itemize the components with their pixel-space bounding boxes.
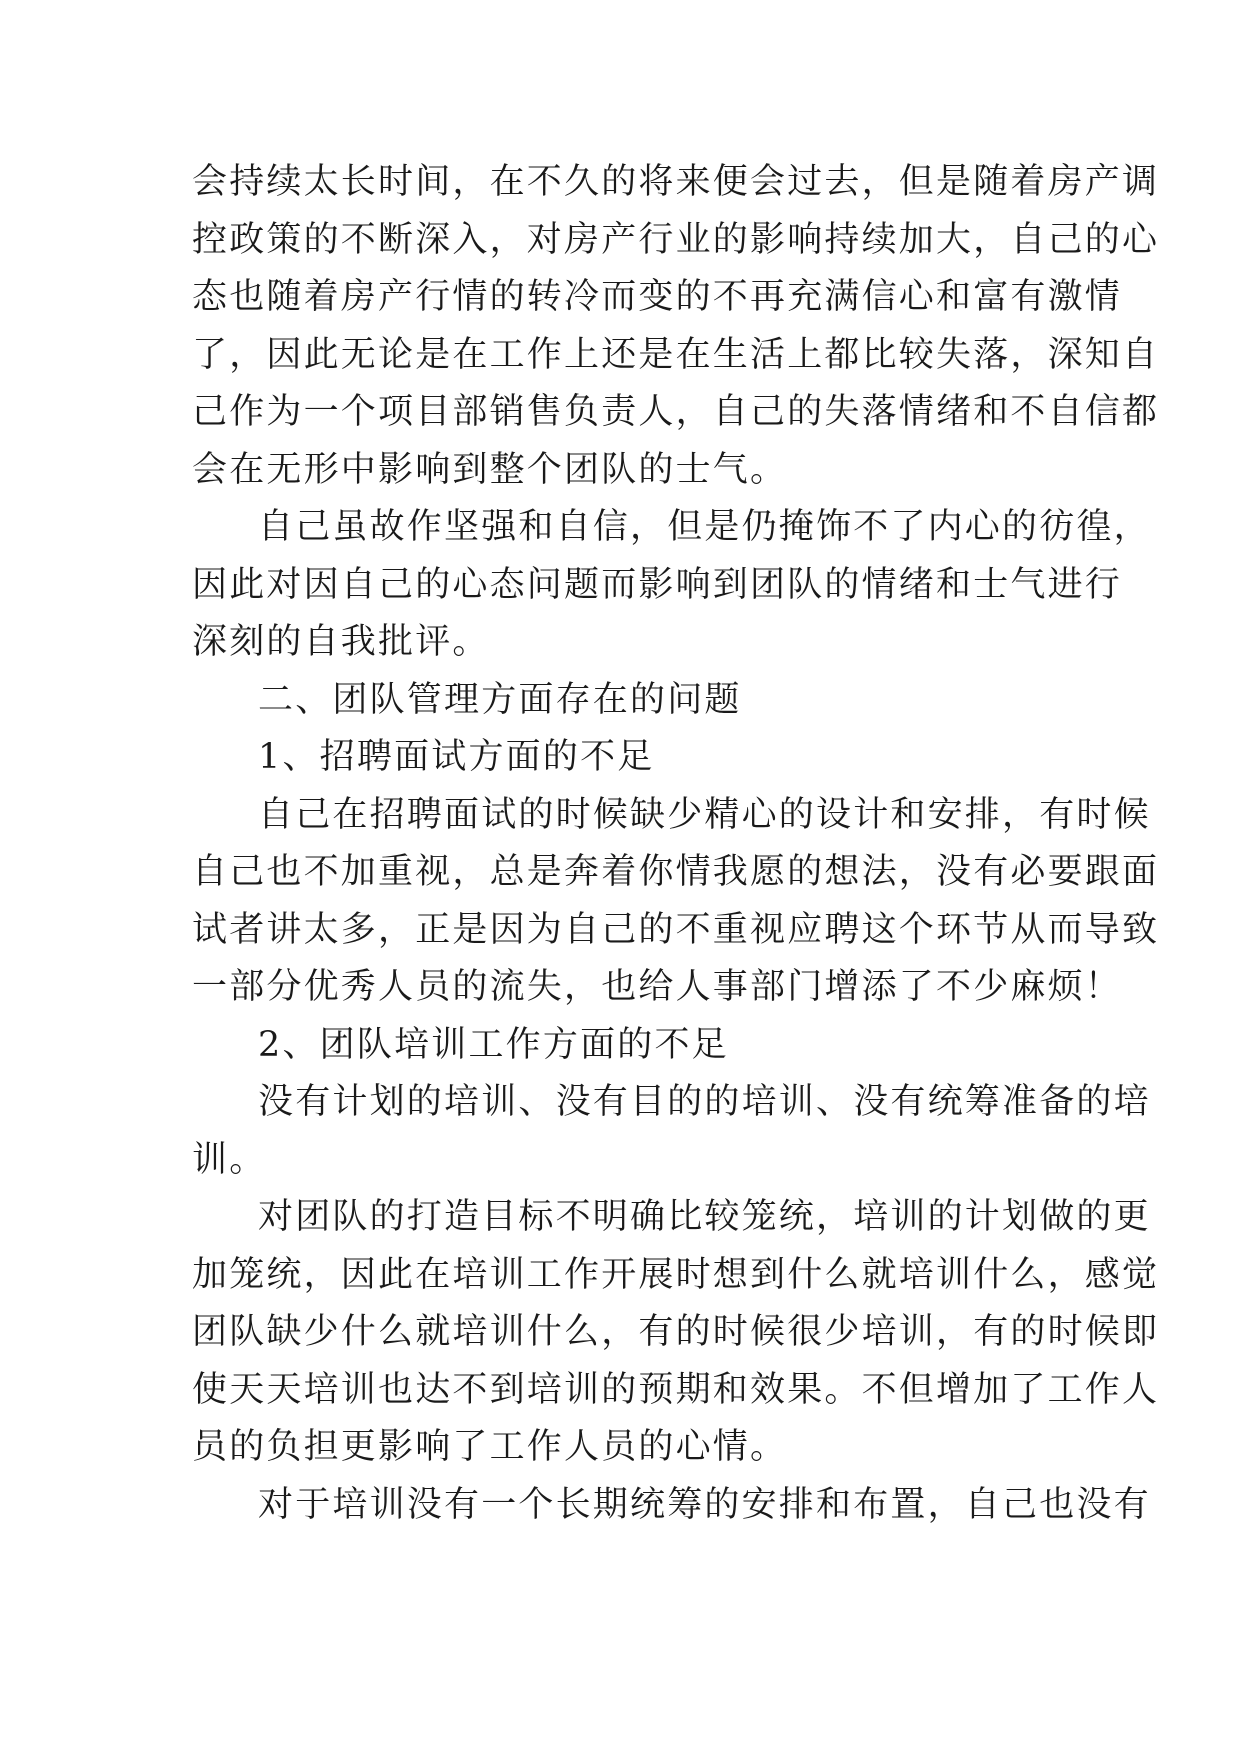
text-line: 员的负担更影响了工作人员的心情。 — [192, 1427, 788, 1467]
text-line: 自己在招聘面试的时候缺少精心的设计和安排，有时候 — [258, 794, 1151, 835]
text-line: 使天天培训也达不到培训的预期和效果。不但增加了工作人 — [192, 1369, 1160, 1410]
text-line: 了，因此无论是在工作上还是在生活上都比较失落，深知自 — [192, 334, 1160, 375]
text-line: 没有计划的培训、没有目的的培训、没有统筹准备的培 — [258, 1082, 1151, 1122]
text-line: 团队缺少什么就培训什么，有的时候很少培训，有的时候即 — [192, 1312, 1160, 1352]
text-line: 一部分优秀人员的流失，也给人事部门增添了不少麻烦！ — [192, 967, 1123, 1007]
text-line: 自己也不加重视，总是奔着你情我愿的想法，没有必要跟面 — [192, 852, 1160, 892]
section-heading: 二、团队管理方面存在的问题 — [258, 679, 742, 720]
text-line: 会在无形中影响到整个团队的士气。 — [192, 449, 788, 490]
subsection-heading: 1、招聘面试方面的不足 — [258, 737, 655, 777]
text-line: 会持续太长时间，在不久的将来便会过去，但是随着房产调 — [192, 162, 1160, 202]
text-line: 控政策的不断深入，对房产行业的影响持续加大，自己的心 — [192, 219, 1160, 260]
text-line: 己作为一个项目部销售负责人，自己的失落情绪和不自信都 — [192, 392, 1160, 432]
text-line: 深刻的自我批评。 — [192, 622, 490, 662]
text-line: 试者讲太多，正是因为自己的不重视应聘这个环节从而导致 — [192, 909, 1160, 950]
text-line: 对团队的打造目标不明确比较笼统，培训的计划做的更 — [258, 1197, 1151, 1237]
document-body — [192, 154, 1160, 1534]
text-line: 训。 — [192, 1139, 267, 1180]
text-line: 对于培训没有一个长期统筹的安排和布置，自己也没有 — [258, 1484, 1151, 1525]
text-line: 自己虽故作坚强和自信，但是仍掩饰不了内心的彷徨， — [258, 507, 1151, 547]
text-line: 加笼统，因此在培训工作开展时想到什么就培训什么，感觉 — [192, 1254, 1160, 1295]
text-line: 态也随着房产行情的转冷而变的不再充满信心和富有激情 — [192, 277, 1123, 317]
text-line: 因此对因自己的心态问题而影响到团队的情绪和士气进行 — [192, 564, 1123, 605]
subsection-heading: 2、团队培训工作方面的不足 — [258, 1024, 729, 1065]
